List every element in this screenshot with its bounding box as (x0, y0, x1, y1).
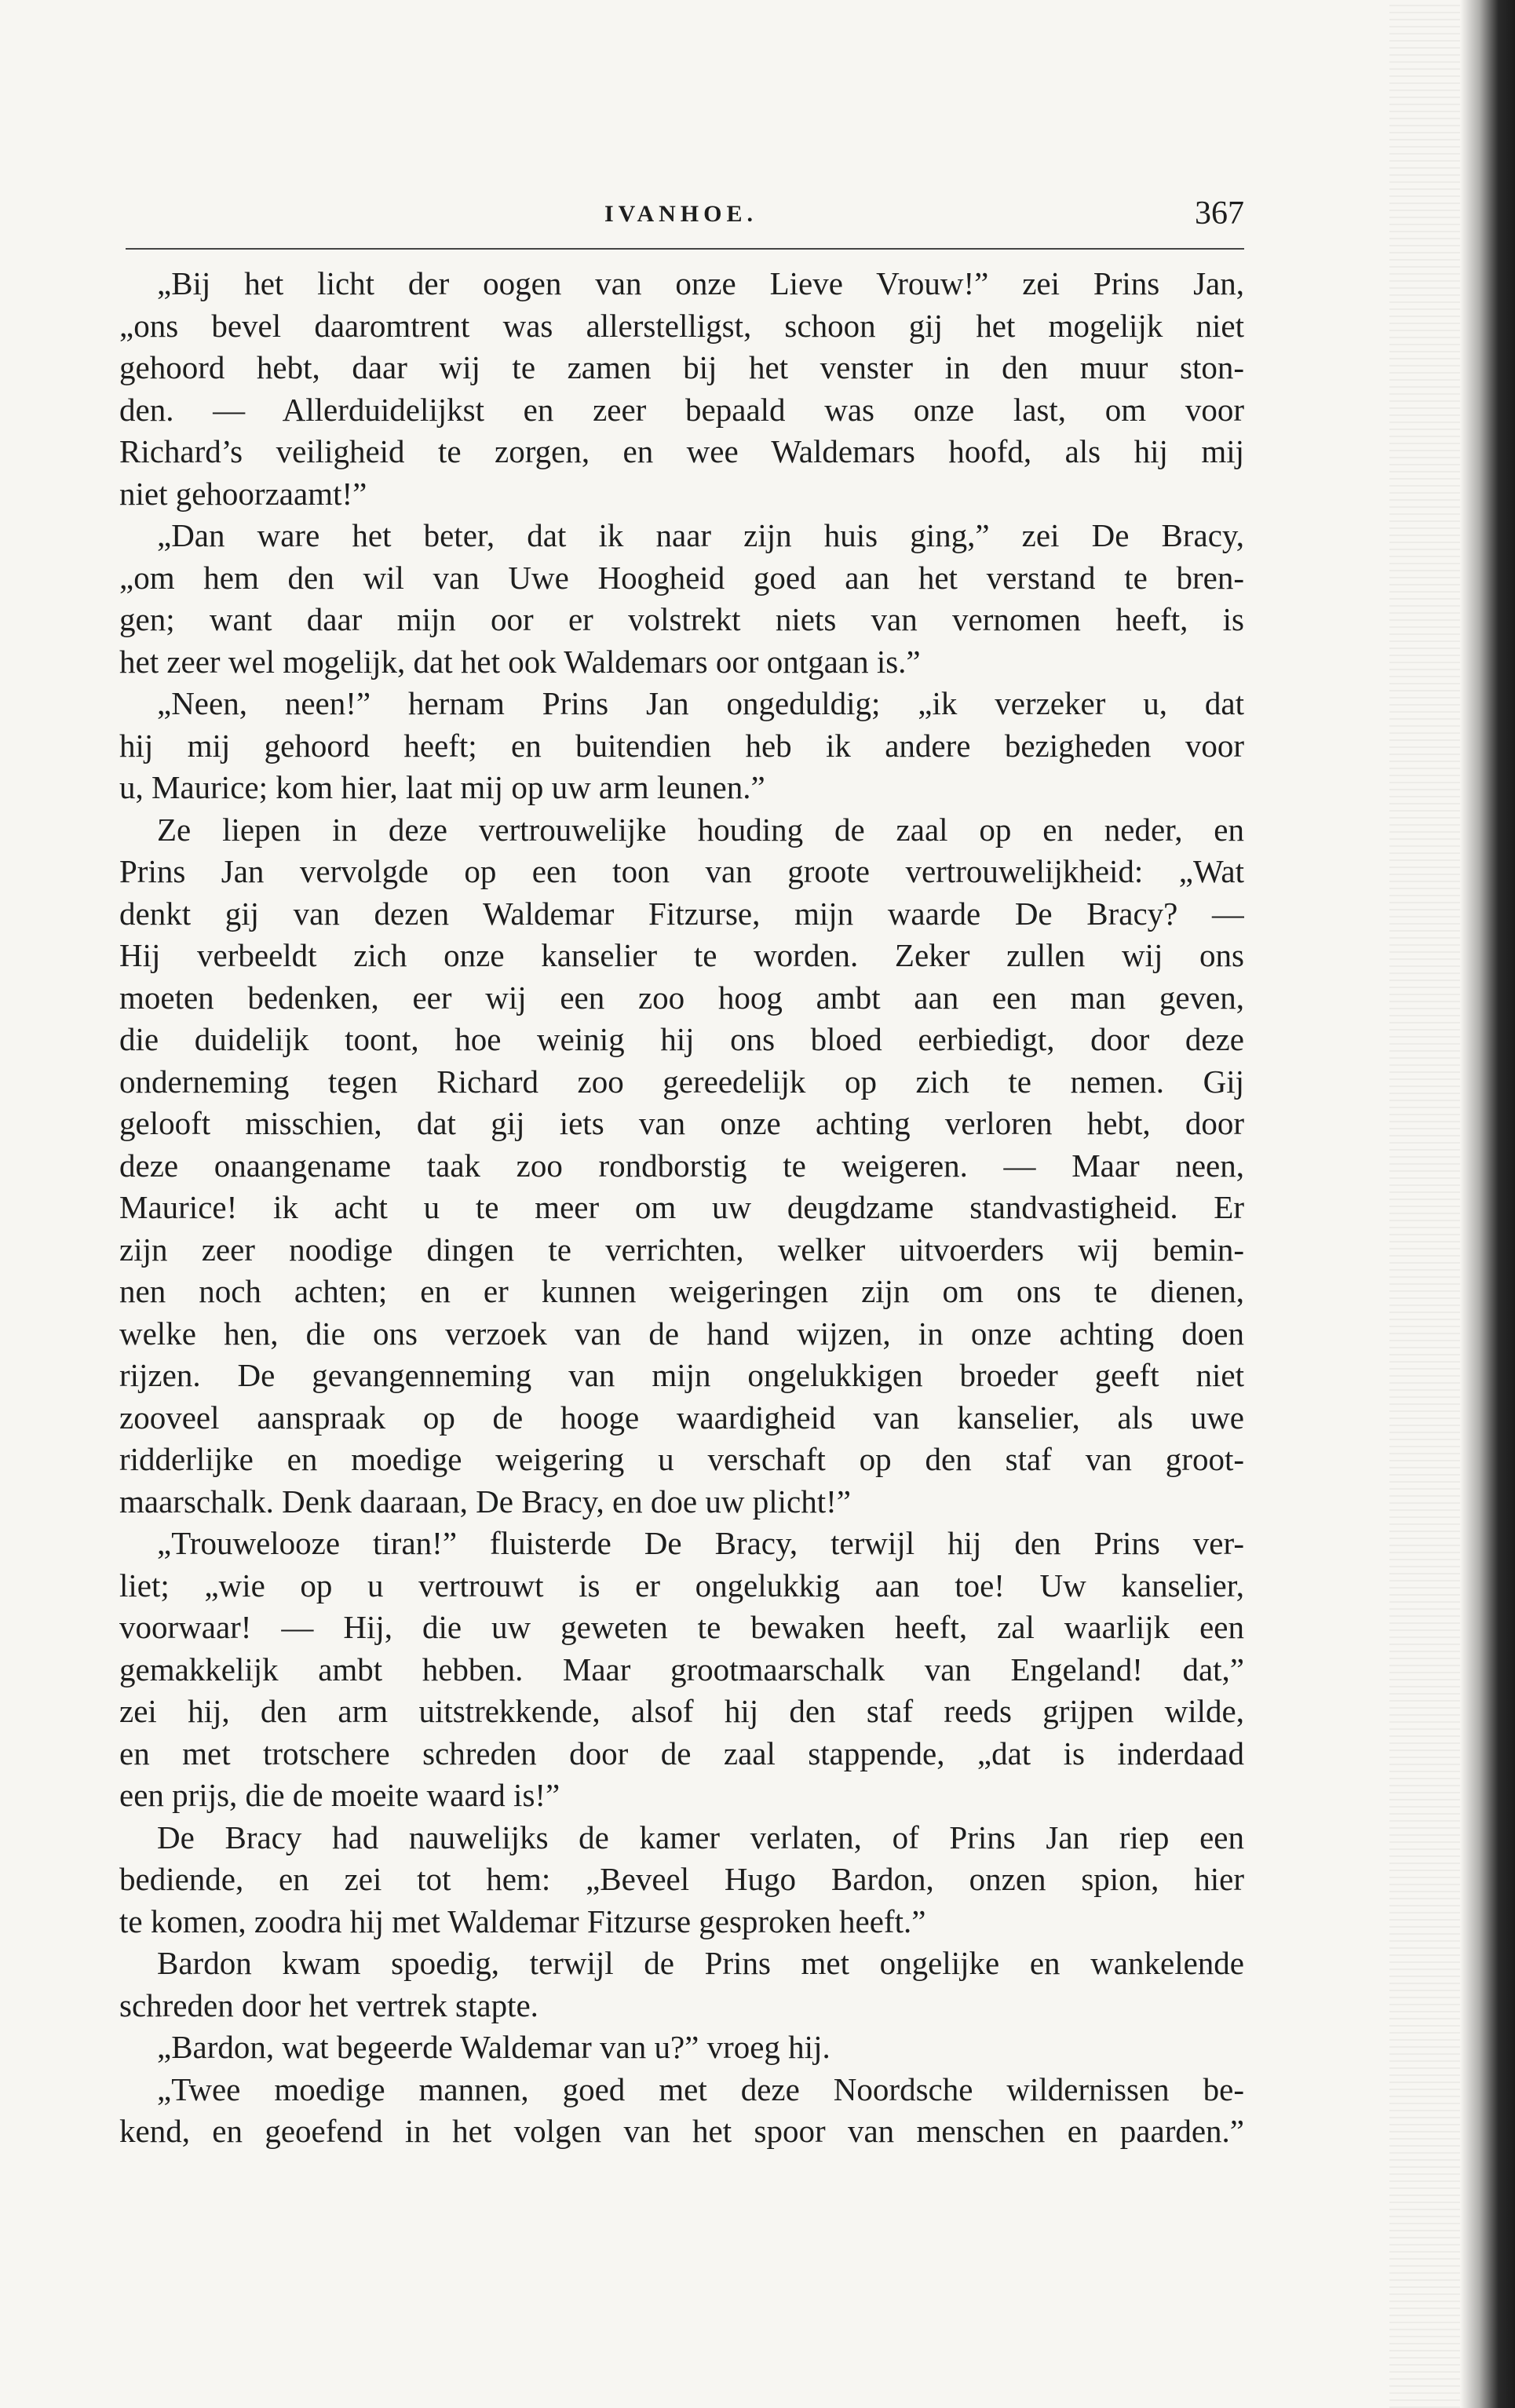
text-line: „ons bevel daaromtrent was allerstelligst, schoon gij het mogelijk niet (119, 307, 1244, 344)
text-line: „Twee moedige mannen, goed met deze Noordsche wildernissen be- (157, 2071, 1244, 2107)
text-line: Hij verbeeldt zich onze kanselier te worden. Zeker zullen wij ons (119, 937, 1244, 973)
text-line: „Dan ware het beter, dat ik naar zijn huis ging,” zei De Bracy, (157, 517, 1244, 553)
text-line: rijzen. De gevangenneming van mijn ongelukkigen broeder geeft niet (119, 1357, 1244, 1393)
text-line: welke hen, die ons verzoek van de hand wijzen, in onze achting doen (119, 1315, 1244, 1352)
page-edge-speckle (1389, 0, 1460, 2408)
text-line: u, Maurice; kom hier, laat mij op uw arm leunen.” (119, 769, 765, 805)
page-edge-shadow (1460, 0, 1515, 2408)
text-line: „Trouwelooze tiran!” fluisterde De Bracy, terwijl hij den Prins ver- (157, 1525, 1244, 1561)
text-line: bediende, en zei tot hem: „Beveel Hugo Bardon, onzen spion, hier (119, 1861, 1244, 1897)
text-line: kend, en geoefend in het volgen van het spoor van menschen en paarden.” (119, 2113, 1244, 2149)
text-line: gelooft misschien, dat gij iets van onze achting verloren hebt, door (119, 1105, 1244, 1141)
text-line: „Neen, neen!” hernam Prins Jan ongeduldig; „ik verzeker u, dat (157, 685, 1244, 721)
text-line: nen noch achten; en er kunnen weigeringen zijn om ons te dienen, (119, 1273, 1244, 1309)
text-line: gen; want daar mijn oor er volstrekt niets van vernomen heeft, is (119, 601, 1244, 637)
text-line: voorwaar! — Hij, die uw geweten te bewaken heeft, zal waarlijk een (119, 1609, 1244, 1645)
text-line: hij mij gehoord heeft; en buitendien heb ik andere bezigheden voor (119, 727, 1244, 764)
text-line: Maurice! ik acht u te meer om uw deugdzame standvastigheid. Er (119, 1189, 1244, 1225)
text-line: en met trotschere schreden door de zaal stappende, „dat is inderdaad (119, 1735, 1244, 1771)
text-line: maarschalk. Denk daaraan, De Bracy, en doe uw plicht!” (119, 1483, 851, 1520)
text-line: Bardon kwam spoedig, terwijl de Prins met ongelijke en wankelende (157, 1945, 1244, 1981)
text-line: Richard’s veiligheid te zorgen, en wee Waldemars hoofd, als hij mij (119, 433, 1244, 469)
text-line: gehoord hebt, daar wij te zamen bij het venster in den muur ston- (119, 349, 1244, 385)
header-rule (126, 248, 1244, 250)
text-line: De Bracy had nauwelijks de kamer verlaten, of Prins Jan riep een (157, 1819, 1244, 1855)
text-line: een prijs, die de moeite waard is!” (119, 1777, 560, 1813)
text-line: Ze liepen in deze vertrouwelijke houding de zaal op en neder, en (157, 811, 1244, 848)
running-title: IVANHOE. (604, 201, 758, 227)
text-line: moeten bedenken, eer wij een zoo hoog ambt aan een man geven, (119, 979, 1244, 1016)
text-line: liet; „wie op u vertrouwt is er ongelukkig aan toe! Uw kanselier, (119, 1567, 1244, 1604)
text-line: te komen, zoodra hij met Waldemar Fitzurse gesproken heeft.” (119, 1903, 926, 1939)
text-line: „om hem den wil van Uwe Hoogheid goed aan het verstand te bren- (119, 559, 1244, 596)
text-line: deze onaangename taak zoo rondborstig te weigeren. — Maar neen, (119, 1147, 1244, 1184)
text-line: ridderlijke en moedige weigering u verschaft op den staf van groot- (119, 1441, 1244, 1477)
text-line: Prins Jan vervolgde op een toon van groote vertrouwelijkheid: „Wat (119, 853, 1244, 889)
text-line: die duidelijk toont, hoe weinig hij ons bloed eerbiedigt, door deze (119, 1021, 1244, 1057)
page-header (118, 195, 1244, 242)
text-line: „Bardon, wat begeerde Waldemar van u?” vroeg hij. (157, 2029, 831, 2065)
text-line: zei hij, den arm uitstrekkende, alsof hij den staf reeds grijpen wilde, (119, 1693, 1244, 1729)
text-line: niet gehoorzaamt!” (119, 475, 367, 512)
text-line: schreden door het vertrek stapte. (119, 1987, 538, 2023)
text-line: zooveel aanspraak op de hooge waardigheid van kanselier, als uwe (119, 1399, 1244, 1436)
text-line: zijn zeer noodige dingen te verrichten, welker uitvoerders wij bemin- (119, 1231, 1244, 1268)
body-text (119, 263, 1244, 2153)
page-number: 367 (1195, 195, 1244, 232)
text-line: „Bij het licht der oogen van onze Lieve Vrouw!” zei Prins Jan, (157, 265, 1244, 301)
text-line: denkt gij van dezen Waldemar Fitzurse, mijn waarde De Bracy? — (119, 895, 1244, 932)
text-line: gemakkelijk ambt hebben. Maar grootmaarschalk van Engeland! dat,” (119, 1651, 1244, 1687)
text-line: den. — Allerduidelijkst en zeer bepaald was onze last, om voor (119, 391, 1244, 428)
text-line: het zeer wel mogelijk, dat het ook Waldemars oor ontgaan is.” (119, 643, 921, 680)
text-line: onderneming tegen Richard zoo gereedelijk op zich te nemen. Gij (119, 1063, 1244, 1100)
